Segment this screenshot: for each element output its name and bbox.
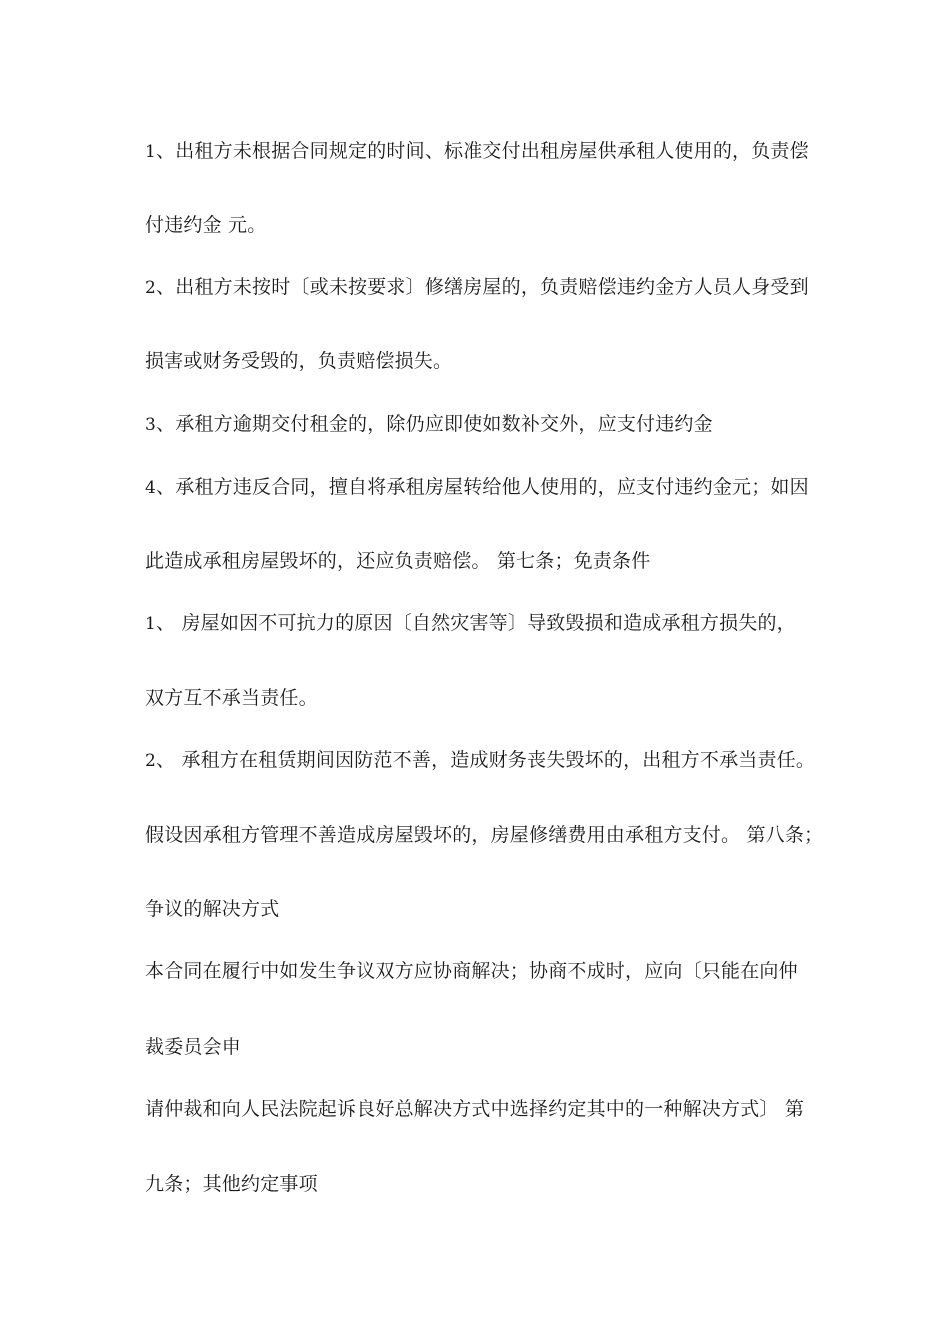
text-line	[145, 139, 809, 164]
line-text: 、出租方未根据合同规定的时间、标准交付出租房屋供承租人使用的，负责偿	[156, 140, 809, 162]
line-text: 请仲裁和向人民法院起诉良好总解决方式中选择约定其中的一种解决方式〕 第	[145, 1098, 805, 1120]
text-line	[145, 823, 823, 848]
item-number: 2	[145, 751, 157, 771]
text-line	[145, 1097, 804, 1122]
text-line	[145, 349, 452, 374]
text-line	[145, 748, 815, 773]
item-number: 1	[145, 142, 157, 162]
line-text: 九条；其他约定事项	[145, 1173, 318, 1195]
line-text: 损害或财务受毁的，负责赔偿损失。	[145, 350, 453, 372]
line-text: 裁委员会申	[145, 1036, 242, 1058]
text-line	[145, 611, 796, 636]
line-text: 此造成承租房屋毁坏的，还应负责赔偿。 第七条；免责条件	[145, 550, 651, 572]
line-text: 本合同在履行中如发生争议双方应协商解决；协商不成时，应向〔只能在向仲	[145, 960, 798, 982]
text-line	[145, 412, 713, 437]
text-line	[145, 897, 279, 922]
text-line	[145, 213, 266, 238]
line-text: 付违约金 元。	[145, 214, 267, 236]
line-text: 双方互不承当责任。	[145, 687, 318, 709]
item-number: 2	[145, 278, 157, 298]
line-text: 、承租方逾期交付租金的，除仍应即使如数补交外，应支付违约金	[156, 413, 713, 435]
item-number: 3	[145, 415, 157, 435]
text-line	[145, 475, 809, 500]
line-text: 、出租方未按时〔或未按要求〕修缮房屋的，负责赔偿违约金方人员人身受到	[156, 276, 809, 298]
item-number: 1	[145, 614, 157, 634]
item-number: 4	[145, 478, 157, 498]
text-line	[145, 275, 809, 300]
text-line	[145, 1035, 241, 1060]
line-text: 、 承租方在租赁期间因防范不善，造成财务丧失毁坏的，出租方不承当责任。	[156, 749, 816, 771]
line-text: 假设因承租方管理不善造成房屋毁坏的，房屋修缮费用由承租方支付。 第八条；	[145, 824, 824, 846]
line-text: 、承租方违反合同，擅自将承租房屋转给他人使用的，应支付违约金元；如因	[156, 476, 809, 498]
text-line	[145, 959, 798, 984]
line-text: 、 房屋如因不可抗力的原因〔自然灾害等〕导致毁损和造成承租方损失的，	[156, 612, 796, 634]
text-line	[145, 1172, 318, 1197]
text-line	[145, 549, 650, 574]
text-line	[145, 686, 318, 711]
line-text: 争议的解决方式	[145, 898, 280, 920]
